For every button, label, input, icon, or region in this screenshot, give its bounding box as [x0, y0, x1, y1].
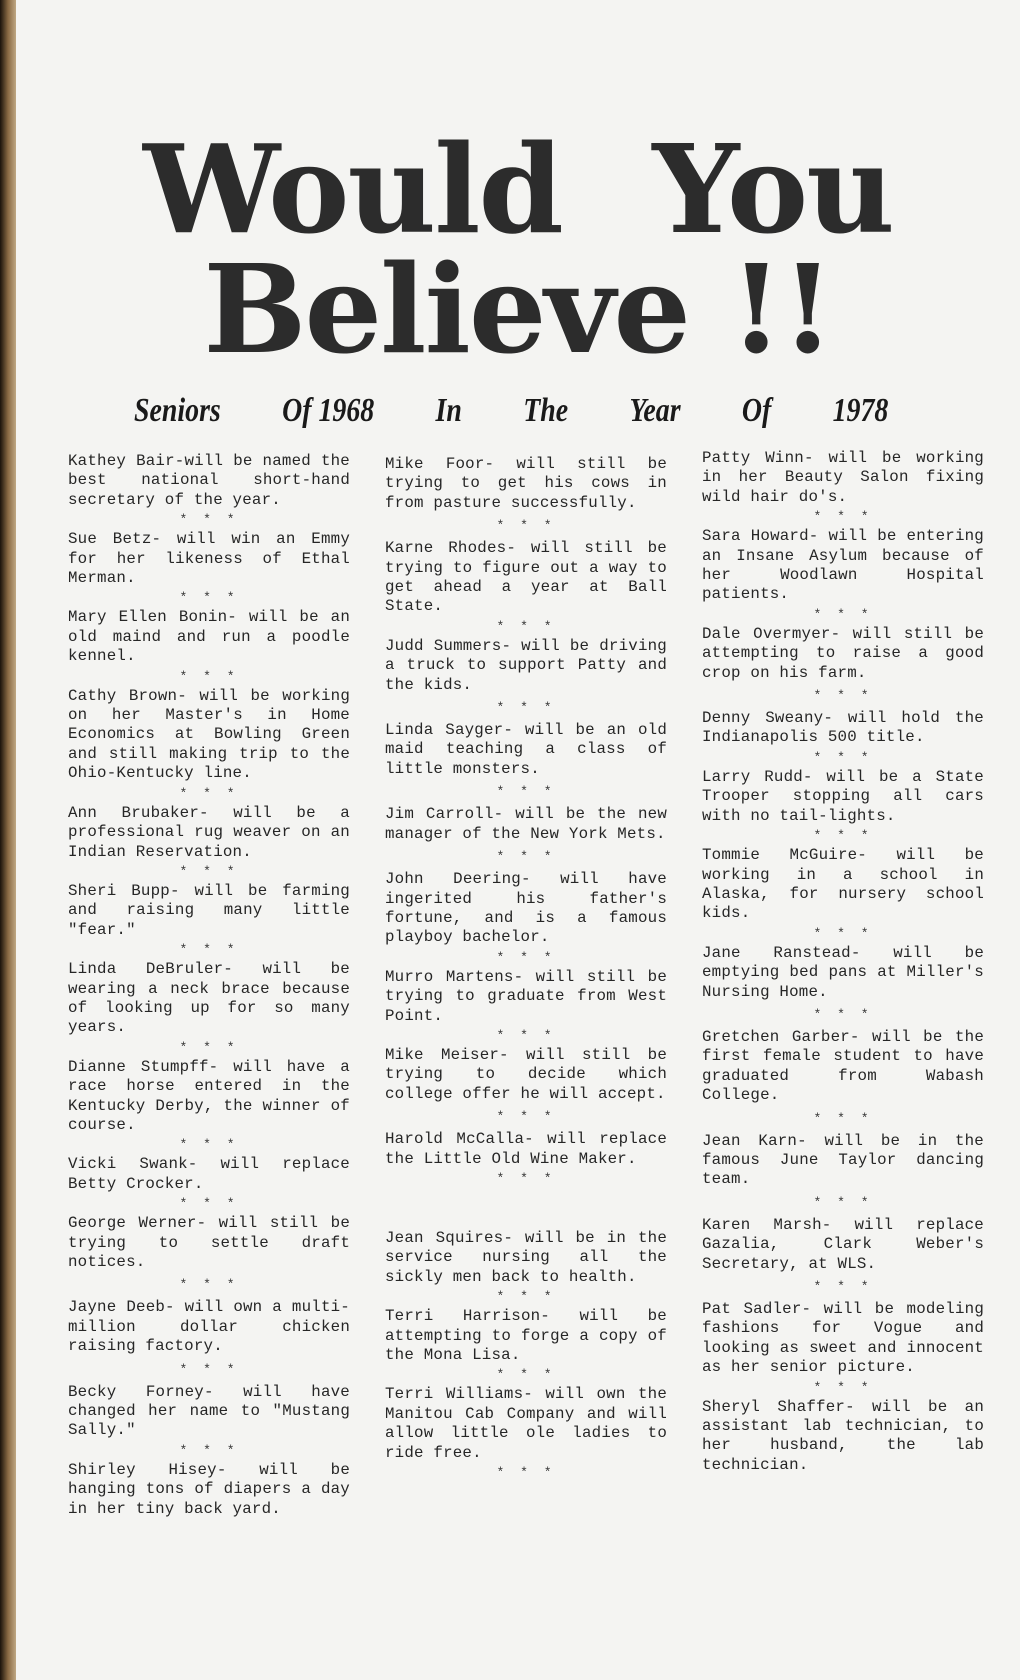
prediction-entry: Sue Betz- will win an Emmy for her likeness of Ethal Merman. — [68, 530, 350, 588]
yearbook-page — [16, 0, 1020, 1680]
column-right — [702, 449, 984, 1475]
blank-space — [385, 1189, 667, 1229]
prediction-entry: Judd Summers- will be driving a truck to support Patty and the kids. — [385, 636, 667, 694]
separator-asterisks: * * * — [813, 925, 873, 941]
prediction-entry: Jayne Deeb- will own a multi-million dollar chicken raising factory. — [68, 1298, 350, 1356]
separator-asterisks: * * * — [179, 1196, 239, 1212]
separator-asterisks: * * * — [179, 1442, 239, 1458]
prediction-entry: Sara Howard- will be entering an Insane Asylum because of her Woodlawn Hospital patients. — [702, 527, 984, 604]
prediction-entry: Karen Marsh- will replace Gazalia, Clark Weber's Secretary, at WLS. — [702, 1215, 984, 1273]
prediction-entry: Harold McCalla- will replace the Little Old Wine Maker. — [385, 1130, 667, 1168]
prediction-entry: Dianne Stumpff- will have a race horse entered in the Kentucky Derby, the winner of course. — [68, 1057, 350, 1134]
subtitle-word: In — [435, 392, 462, 429]
subtitle-word: Seniors — [134, 392, 221, 429]
prediction-entry: Mike Meiser- will still be trying to decide which college offer he will accept. — [385, 1045, 667, 1103]
separator-asterisks: * * * — [179, 512, 239, 528]
prediction-entry: Terri Harrison- will be attempting to forge a copy of the Mona Lisa. — [385, 1307, 667, 1364]
separator-asterisks: * * * — [179, 942, 239, 958]
headline-line-2: Believe !! — [203, 237, 833, 381]
subtitle — [134, 392, 888, 436]
separator-asterisks: * * * — [179, 590, 239, 606]
prediction-entry: Pat Sadler- will be modeling fashions for Vogue and looking as sweet and innocent as her senior picture. — [702, 1300, 984, 1377]
separator-asterisks: * * * — [813, 1110, 873, 1126]
prediction-entry: Sheri Bupp- will be farming and raising many little "fear." — [68, 881, 350, 939]
separator-asterisks: * * * — [813, 1279, 873, 1294]
prediction-entry: Linda DeBruler- will be wearing a neck brace because of looking up for so many years. — [68, 960, 350, 1037]
separator-asterisks: * * * — [813, 1194, 873, 1210]
separator-asterisks: * * * — [496, 1109, 556, 1125]
prediction-entry: Mary Ellen Bonin- will be an old maind and run a poodle kennel. — [68, 608, 350, 666]
prediction-entry: Kathey Bair-will be named the best national short-hand secretary of the year. — [68, 452, 350, 509]
prediction-entry: Vicki Swank- will replace Betty Crocker. — [68, 1155, 350, 1193]
prediction-entry: George Werner- will still be trying to settle draft notices. — [68, 1214, 350, 1271]
prediction-entry: Sheryl Shaffer- will be an assistant lab technician, to her husband, the lab technician. — [702, 1397, 984, 1474]
separator-asterisks: * * * — [813, 1379, 873, 1395]
separator-asterisks: * * * — [496, 1367, 556, 1383]
separator-asterisks: * * * — [179, 785, 239, 801]
column-left — [68, 452, 350, 1519]
separator-asterisks: * * * — [813, 749, 873, 765]
separator-asterisks: * * * — [496, 1289, 556, 1305]
separator-asterisks: * * * — [496, 784, 556, 800]
headline-line-1: Would You — [143, 117, 893, 261]
prediction-entry: Karne Rhodes- will still be trying to figure out a way to get ahead a year at Ball State. — [385, 539, 667, 616]
separator-asterisks: * * * — [496, 1465, 556, 1481]
separator-asterisks: * * * — [813, 828, 873, 844]
prediction-entry: Denny Sweany- will hold the Indianapolis 500 title. — [702, 709, 984, 747]
separator-asterisks: * * * — [179, 1361, 239, 1377]
subtitle-word: Of — [741, 392, 772, 429]
separator-asterisks: * * * — [496, 849, 556, 865]
separator-asterisks: * * * — [496, 618, 556, 634]
prediction-entry: Ann Brubaker- will be a professional rug weaver on an Indian Reservation. — [68, 803, 350, 861]
separator-asterisks: * * * — [496, 700, 556, 716]
separator-asterisks: * * * — [813, 509, 873, 525]
subtitle-word: The — [523, 392, 569, 429]
separator-asterisks: * * * — [179, 1277, 239, 1293]
prediction-entry: Mike Foor- will still be trying to get his cows in from pasture successfully. — [385, 455, 667, 512]
separator-asterisks: * * * — [179, 668, 239, 684]
subtitle-word: 1978 — [832, 392, 889, 429]
prediction-entry: Patty Winn- will be working in her Beauty Salon fixing wild hair do's. — [702, 449, 984, 506]
separator-asterisks: * * * — [179, 1039, 239, 1055]
column-middle — [385, 455, 667, 1483]
prediction-entry: John Deering- will have ingerited his father's fortune, and is a famous playboy bachelor. — [385, 870, 667, 947]
prediction-entry: Tommie McGuire- will be working in a school in Alaska, for nursery school kids. — [702, 846, 984, 923]
prediction-entry: Linda Sayger- will be an old maid teaching a class of little monsters. — [385, 721, 667, 778]
separator-asterisks: * * * — [813, 606, 873, 622]
subtitle-word: Year — [629, 392, 681, 429]
separator-asterisks: * * * — [496, 949, 556, 965]
prediction-entry: Gretchen Garber- will be the first female student to have graduated from Wabash College. — [702, 1027, 984, 1105]
prediction-entry: Larry Rudd- will be a State Trooper stopping all cars with no tail-lights. — [702, 767, 984, 825]
separator-asterisks: * * * — [496, 1170, 556, 1186]
separator-asterisks: * * * — [179, 1137, 239, 1153]
prediction-entry: Cathy Brown- will be working on her Master's in Home Economics at Bowling Green and still making trip to the Ohio-Kentucky line. — [68, 686, 350, 783]
prediction-entry: Jim Carroll- will be the new manager of the New York Mets. — [385, 805, 667, 843]
subtitle-word: Of 1968 — [282, 392, 375, 429]
prediction-entry: Dale Overmyer- will still be attempting to raise a good crop on his farm. — [702, 624, 984, 682]
prediction-entry: Murro Martens- will still be trying to graduate from West Point. — [385, 967, 667, 1025]
separator-asterisks: * * * — [496, 518, 556, 534]
separator-asterisks: * * * — [813, 1006, 873, 1022]
prediction-entry: Jean Squires- will be in the service nursing all the sickly men back to health. — [385, 1228, 667, 1286]
separator-asterisks: * * * — [813, 688, 873, 704]
prediction-entry: Terri Williams- will own the Manitou Cab Company and will allow little ole ladies to ride free. — [385, 1385, 667, 1462]
prediction-entry: Jean Karn- will be in the famous June Taylor dancing team. — [702, 1131, 984, 1189]
separator-asterisks: * * * — [496, 1027, 556, 1043]
prediction-entry: Jane Ranstead- will be emptying bed pans at Miller's Nursing Home. — [702, 943, 984, 1001]
prediction-entry: Becky Forney- will have changed her name to "Mustang Sally." — [68, 1382, 350, 1440]
separator-asterisks: * * * — [179, 863, 239, 879]
prediction-entry: Shirley Hisey- will be hanging tons of diapers a day in her tiny back yard. — [68, 1460, 350, 1518]
